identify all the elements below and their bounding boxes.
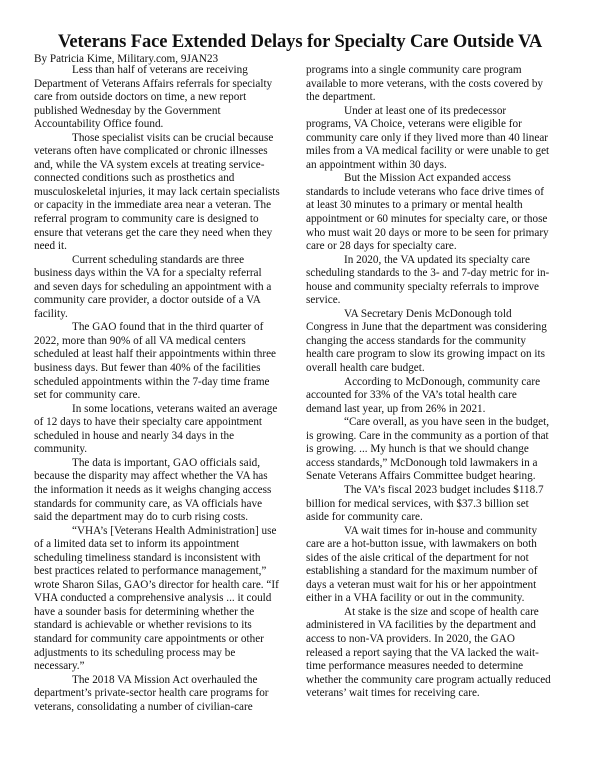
paragraph: At stake is the size and scope of health care administered in VA facilities by the department and access to non-VA providers. In 2020, the GAO released a report saying that the VA lacked the wait-time performance measures needed to determine whether the community care program actually reduced veterans’ wait times for receiving care. [306, 605, 551, 700]
left-column [34, 64, 280, 714]
paragraph: But the Mission Act expanded access standards to include veterans who face drive times of at least 30 minutes to a primary or mental health appointment or 60 minutes for specialty care, or those who must wait 20 days or more to be seen for primary care or 28 days for specialty care. [306, 172, 549, 253]
paragraph-continued: programs into a single community care program available to more veterans, with the costs covered by the department. [306, 64, 544, 104]
paragraph: VA Secretary Denis McDonough told Congress in June that the department was considering changing the access standards for the community health care program to slow its growing impact on its overall health care budget. [306, 307, 547, 375]
paragraph: Those specialist visits can be crucial because veterans often have complicated or chronic illnesses and, while the VA system excels at treating service-connected conditions such as prosthetics and musculoskeletal injuries, it may lack certain specialists or capacity in the immediate area near a veteran. The referral program to community care is designed to ensure that veterans get the care they need when they need it. [34, 131, 280, 253]
paragraph: VA wait times for in-house and community care are a hot-button issue, with lawmakers on both sides of the aisle critical of the department for not establishing a standard for the maximum number of days a veteran must wait for his or her appointment either in a VHA facility or out in the community. [306, 524, 538, 605]
paragraph: “Care overall, as you have seen in the budget, is growing. Care in the community as a portion of that is growing. ... My hunch is that we should change access standards,” McDonough told lawmakers in a Senate Veterans Affairs Committee budget hearing. [306, 416, 550, 483]
paragraph: In some locations, veterans waited an average of 12 days to have their specialty care appointment scheduled in house and nearly 34 days in the community. [34, 402, 278, 456]
paragraph: The 2018 VA Mission Act overhauled the department’s private-sector health care programs for veterans, consolidating a number of civilian-care [34, 673, 269, 713]
right-column [306, 64, 552, 701]
paragraph: In 2020, the VA updated its specialty care scheduling standards to the 3- and 7-day metric for in-house and community specialty referrals to improve service. [306, 253, 550, 307]
paragraph: The GAO found that in the third quarter of 2022, more than 90% of all VA medical centers scheduled at least half their appointments within three business days. But fewer than 40% of the facilities scheduled appointments within the 7-day time frame set for community care. [34, 321, 277, 402]
paragraph: The VA’s fiscal 2023 budget includes $118.7 billion for medical services, with $37.3 billion set aside for community care. [306, 483, 544, 524]
byline: By Patricia Kime, Military.com, 9JAN23 [34, 53, 219, 65]
paragraph: The data is important, GAO officials said, because the disparity may affect whether the VA has the information it needs as it weighs changing access standards for community care, as VA officials have said the department may do to curb rising costs. [34, 456, 272, 524]
paragraph: According to McDonough, community care accounted for 33% of the VA’s total health care demand last year, up from 26% in 2021. [306, 375, 541, 415]
paragraph: Current scheduling standards are three business days within the VA for a specialty referral and seven days for scheduling an appointment with a community care provider, a doctor outside of a VA facility. [34, 253, 272, 320]
paragraph: “VHA’s [Veterans Health Administration] use of a limited data set to inform its appointment scheduling timeliness standard is inconsistent with best practices related to performance management,” wrote Sharon Silas, GAO’s director for health care. “If VHA conducted a comprehensive analysis ... it could have a sounder basis for determining whether the standard is achievable or whether revisions to its standard for community care appointments or other adjustments to its scheduling process may be necessary.” [34, 524, 279, 673]
paragraph: Less than half of veterans are receiving Department of Veterans Affairs referrals for specialty care from outside doctors on time, a new report published Wednesday by the Government Accountability Office found. [34, 64, 273, 131]
headline: Veterans Face Extended Delays for Specialty Care Outside VA [57, 32, 543, 52]
paragraph: Under at least one of its predecessor programs, VA Choice, veterans were eligible for community care only if they lived more than 40 linear miles from a VA medical facility or were unable to get an appointment within 30 days. [306, 104, 550, 171]
